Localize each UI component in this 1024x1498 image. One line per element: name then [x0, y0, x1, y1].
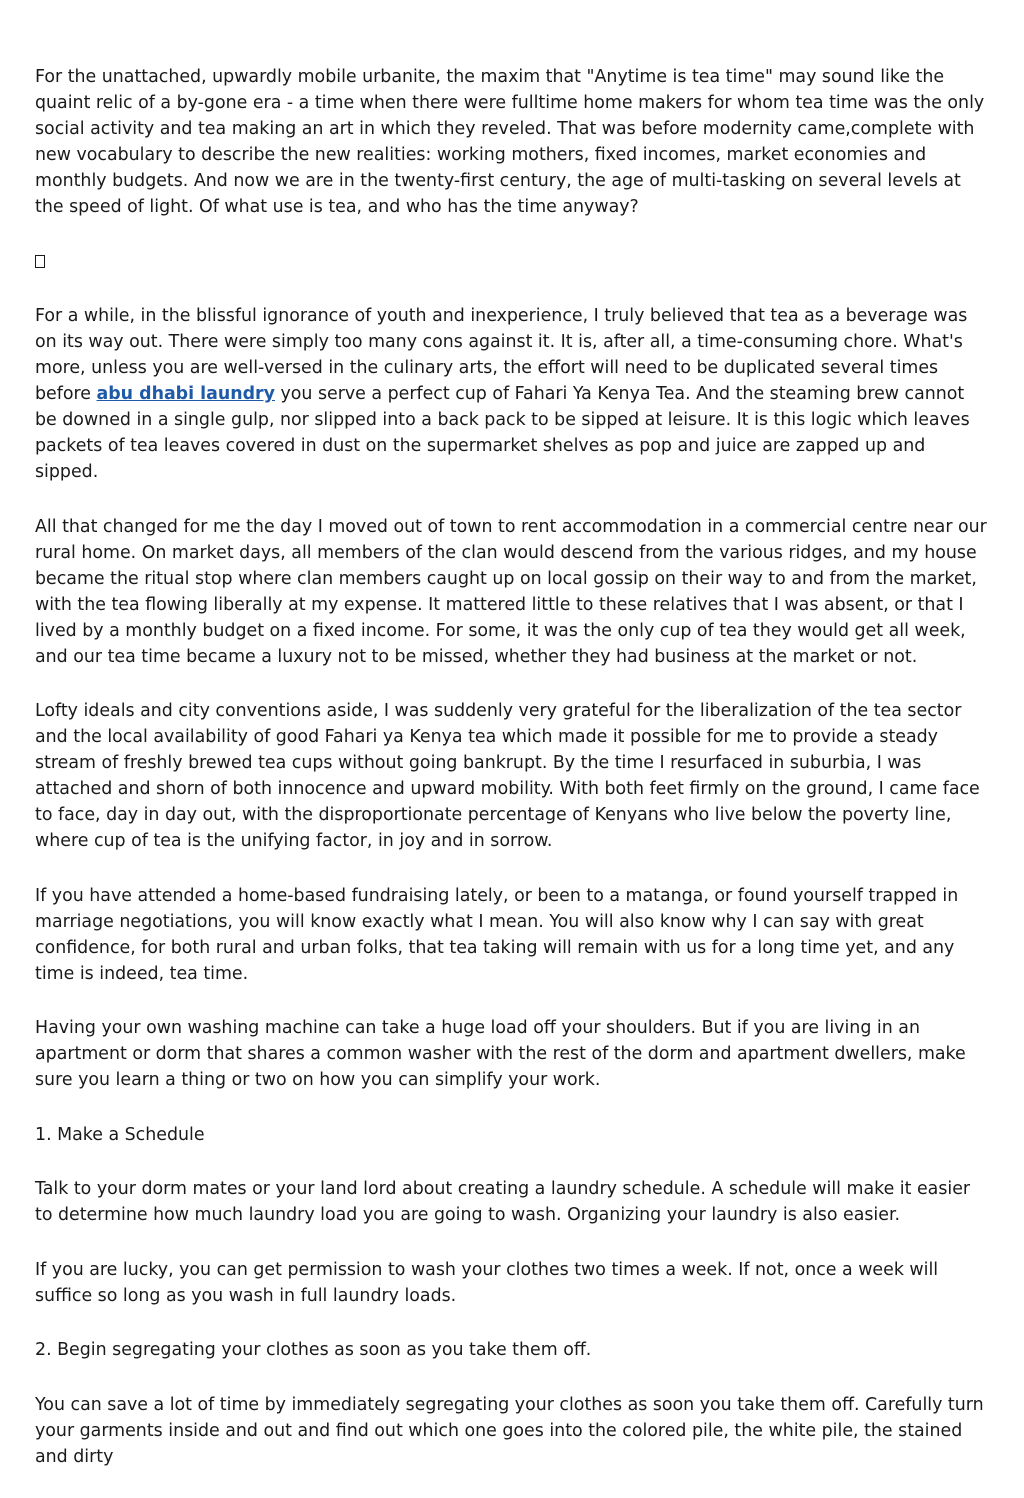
- paragraph-market-days: All that changed for me the day I moved out of town to rent accommodation in a commercial centre near our rural home. On market days, all members of the clan would descend from the various ridges, and my house became the ritual stop where clan members caught up on local gossip on their way to and from the market, with the tea flowing liberally at my expense. It mattered little to these relatives that I was absent, or that I lived by a monthly budget on a fixed income. For some, it was the only cup of tea they would get all week, and our tea time became a luxury not to be missed, whether they had business at the market or not.: [35, 516, 987, 667]
- paragraph-washing-machine: Having your own washing machine can take a huge load off your shoulders. But if you are living in an apartment or dorm that shares a common washer with the rest of the dorm and apartment dwellers, make sure you learn a thing or two on how you can simplify your work.: [35, 1018, 966, 1090]
- paragraph-liberalization: Lofty ideals and city conventions aside, I was suddenly very grateful for the liberalization of the tea sector and the local availability of good Fahari ya Kenya tea which made it possible for me to provide a steady stream of freshly brewed tea cups without going bankrupt. By the time I resurfaced in suburbia, I was attached and shorn of both innocence and upward mobility. With both feet firmly on the ground, I came face to face, day in day out, with the disproportionate percentage of Kenyans who live below the poverty line, where cup of tea is the unifying factor, in joy and in sorrow.: [35, 701, 980, 851]
- paragraph-beverage-text-after: you serve a perfect cup of Fahari Ya Kenya Tea. And the steaming brew cannot be downed in a single gulp, nor slipped into a back pack to be sipped at leisure. It is this logic which leaves packets of tea leaves covered in dust on the supermarket shelves as pop and juice are zapped up and sipped.: [35, 384, 970, 482]
- abu-dhabi-laundry-link[interactable]: abu dhabi laundry: [96, 384, 275, 404]
- missing-glyph-icon: [35, 255, 45, 268]
- paragraph-beverage: [35, 303, 991, 485]
- paragraph-intro: For the unattached, upwardly mobile urbanite, the maxim that "Anytime is tea time" may sound like the quaint relic of a by-gone era - a time when there were fulltime home makers for whom tea time was the only social activity and tea making an art in which they reveled. That was before modernity came,complete with new vocabulary to describe the new realities: working mothers, fixed incomes, market economies and monthly budgets. And now we are in the twenty-first century, the age of multi-tasking on several levels at the speed of light. Of what use is tea, and who has the time anyway?: [35, 67, 985, 217]
- document-body: [35, 64, 991, 1498]
- paragraph-beverage-text-before: For a while, in the blissful ignorance of youth and inexperience, I truly believed that tea as a beverage was on its way out. There were simply too many cons against it. It is, after all, a time-consuming chore. What's more, unless you are well-versed in the culinary arts, the effort will need to be duplicated several times before: [35, 306, 968, 404]
- paragraph-fundraising: If you have attended a home-based fundraising lately, or been to a matanga, or found yourself trapped in marriage negotiations, you will know exactly what I mean. You will also know why I can say with great confidence, for both rural and urban folks, that tea taking will remain with us for a long time yet, and any time is indeed, tea time.: [35, 885, 959, 984]
- paragraph-lucky: If you are lucky, you can get permission to wash your clothes two times a week. If not, once a week will suffice so long as you wash in full laundry loads.: [35, 1259, 939, 1306]
- heading-segregate-clothes: 2. Begin segregating your clothes as soon as you take them off.: [35, 1340, 592, 1360]
- heading-make-schedule: 1. Make a Schedule: [35, 1124, 205, 1145]
- missing-glyph-placeholder: [35, 249, 991, 275]
- paragraph-schedule: Talk to your dorm mates or your land lord about creating a laundry schedule. A schedule will make it easier to determine how much laundry load you are going to wash. Organizing your laundry is also easier.: [35, 1179, 971, 1225]
- paragraph-segregate: You can save a lot of time by immediately segregating your clothes as soon you take them off. Carefully turn your garments inside and out and find out which one goes into the colored pile, the white pile, the stained and dirty: [35, 1394, 984, 1467]
